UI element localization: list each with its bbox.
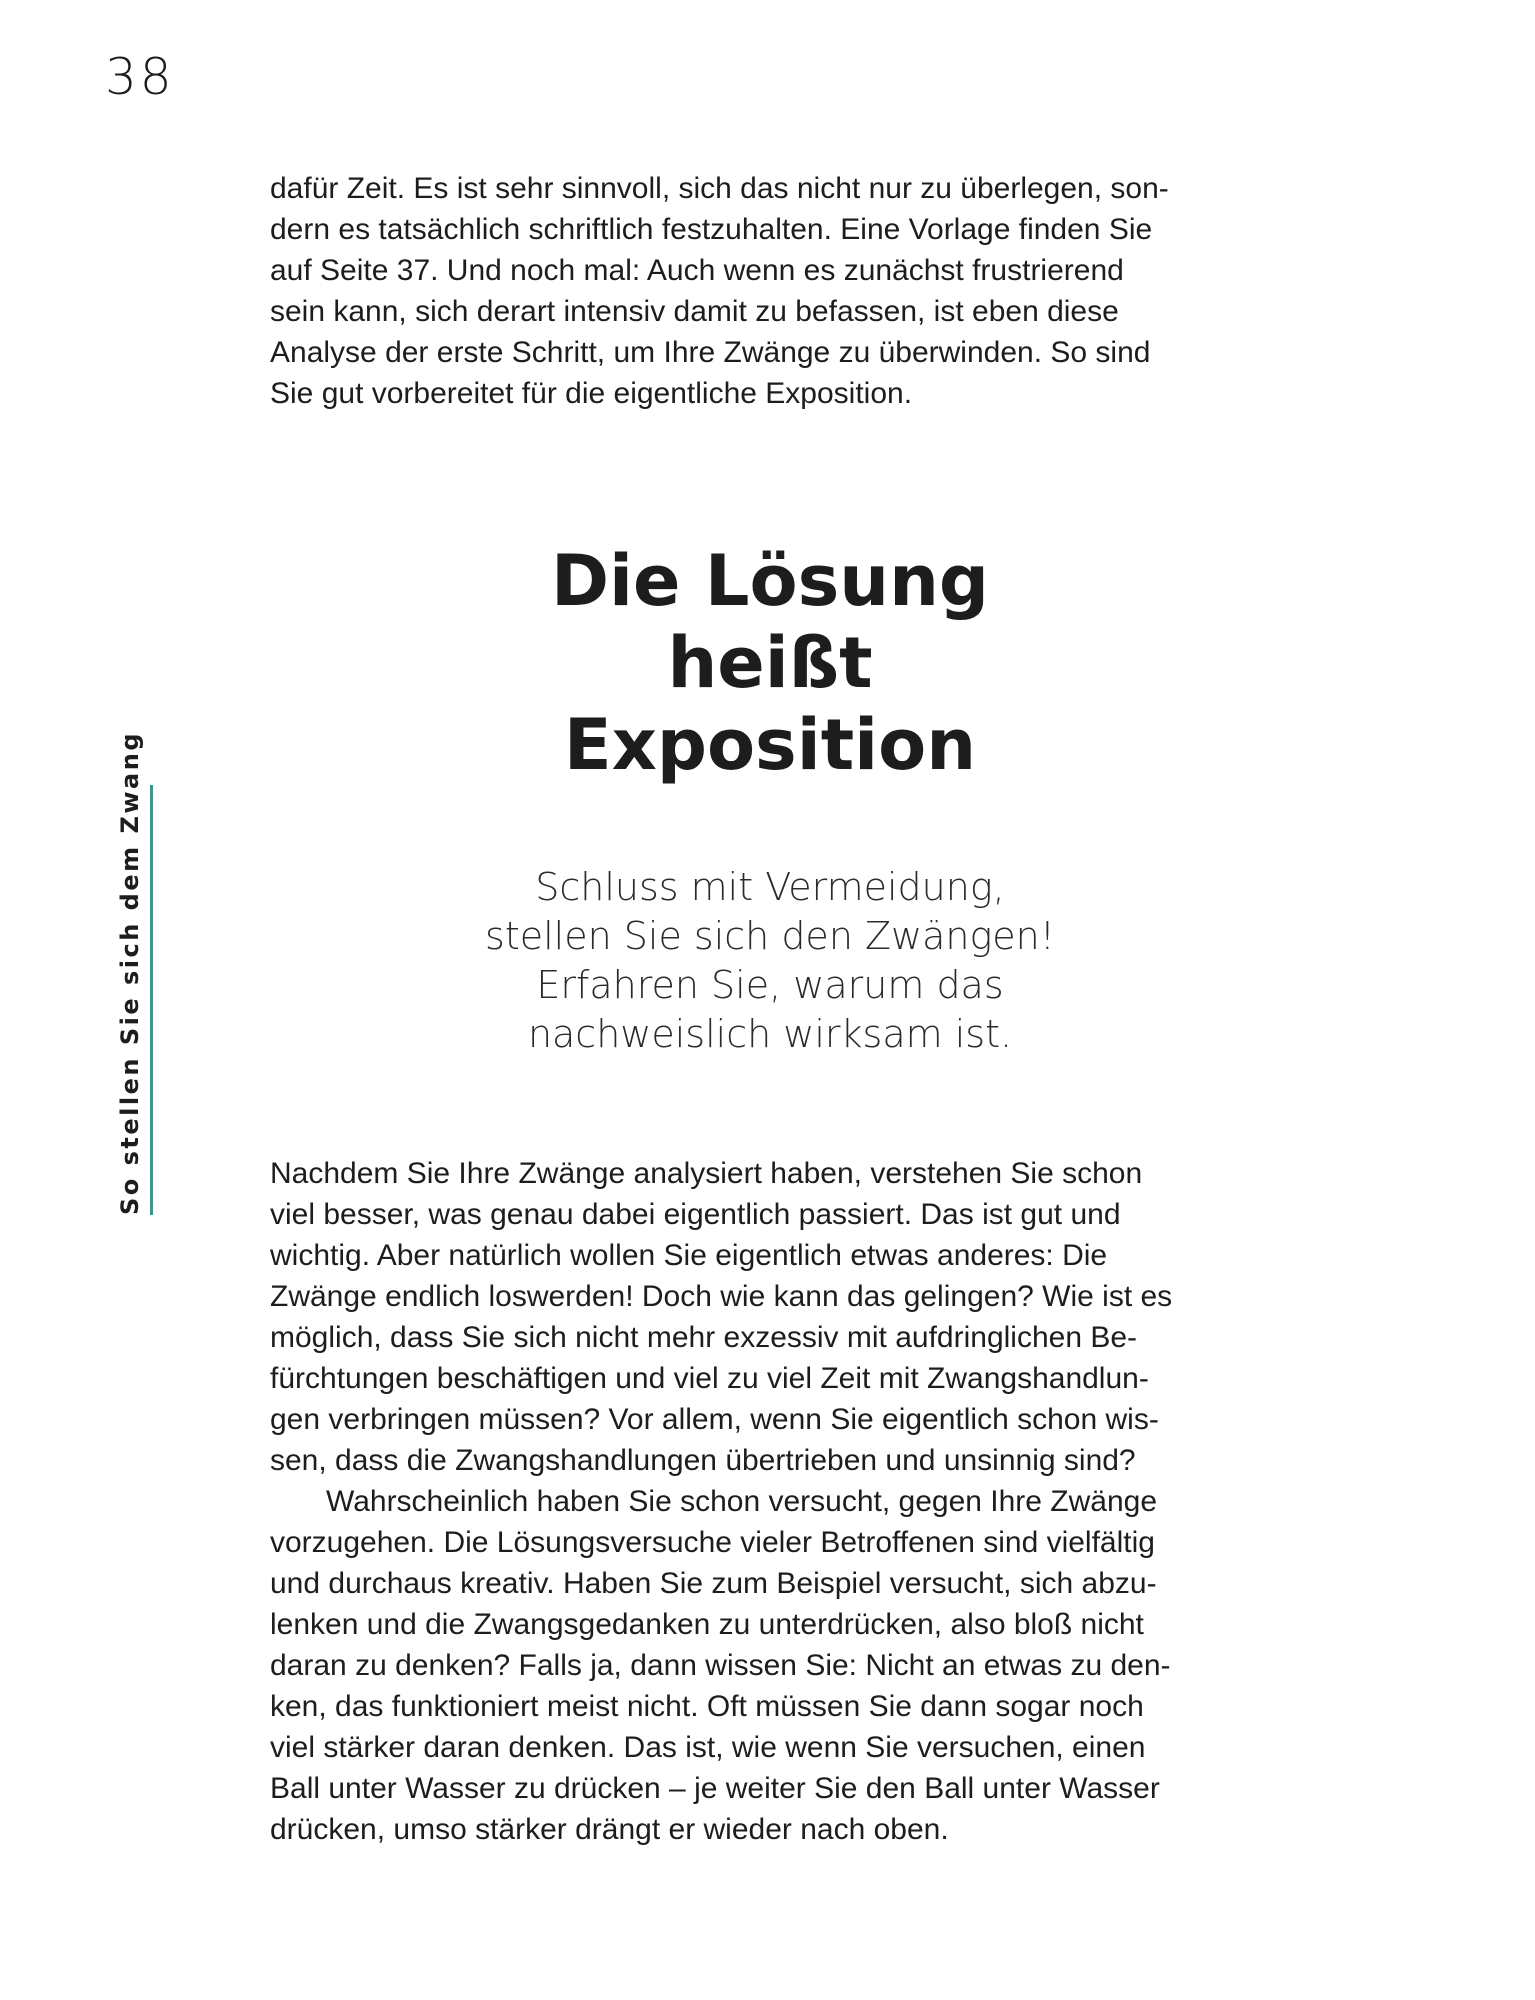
subheading-line: Schluss mit Vermeidung, — [535, 865, 1005, 909]
chapter-subheading — [270, 863, 1270, 1059]
text-line: drücken, umso stärker drängt er wieder nach oben. — [270, 1813, 949, 1846]
text-line: dafür Zeit. Es ist sehr sinnvoll, sich das nicht nur zu überlegen, son- — [270, 172, 1169, 205]
paragraph-2 — [270, 1481, 1250, 1850]
body-paragraphs — [270, 1153, 1250, 1850]
subheading-line: nachweislich wirksam ist. — [527, 1012, 1013, 1056]
text-line: dern es tatsächlich schriftlich festzuhalten. Eine Vorlage finden Sie — [270, 213, 1153, 246]
text-line: möglich, dass Sie sich nicht mehr exzessiv mit aufdringlichen Be- — [270, 1321, 1138, 1354]
text-line: Nachdem Sie Ihre Zwänge analysiert haben, verstehen Sie schon — [270, 1157, 1143, 1190]
heading-line: Die Lösung — [550, 540, 990, 622]
section-side-label — [116, 730, 154, 1215]
chapter-heading — [270, 540, 1270, 786]
text-line: Ball unter Wasser zu drücken – je weiter Sie den Ball unter Wasser — [270, 1772, 1160, 1805]
intro-paragraph — [270, 168, 1250, 414]
page-number: 38 — [105, 48, 175, 106]
section-side-label-text: So stellen Sie sich dem Zwang — [116, 785, 153, 1215]
subheading-line: stellen Sie sich den Zwängen! — [485, 914, 1055, 958]
text-line: ken, das funktioniert meist nicht. Oft müssen Sie dann sogar noch — [270, 1690, 1144, 1723]
text-line: daran zu denken? Falls ja, dann wissen Sie: Nicht an etwas zu den- — [270, 1649, 1171, 1682]
text-line: viel besser, was genau dabei eigentlich passiert. Das ist gut und — [270, 1198, 1121, 1231]
text-line: sein kann, sich derart intensiv damit zu befassen, ist eben diese — [270, 295, 1119, 328]
text-line: fürchtungen beschäftigen und viel zu viel Zeit mit Zwangshandlun- — [270, 1362, 1149, 1395]
text-line: lenken und die Zwangsgedanken zu unterdrücken, also bloß nicht — [270, 1608, 1144, 1641]
text-line: und durchaus kreativ. Haben Sie zum Beispiel versucht, sich abzu- — [270, 1567, 1157, 1600]
text-line: Analyse der erste Schritt, um Ihre Zwänge zu überwinden. So sind — [270, 336, 1151, 369]
text-line: sen, dass die Zwangshandlungen übertrieben und unsinnig sind? — [270, 1444, 1136, 1477]
text-line: wichtig. Aber natürlich wollen Sie eigentlich etwas anderes: Die — [270, 1239, 1108, 1272]
text-line: auf Seite 37. Und noch mal: Auch wenn es zunächst frustrierend — [270, 254, 1124, 287]
heading-line: heißt — [667, 622, 873, 704]
paragraph-1 — [270, 1153, 1250, 1481]
subheading-line: Erfahren Sie, warum das — [536, 963, 1004, 1007]
text-line: vorzugehen. Die Lösungsversuche vieler Betroffenen sind vielfältig — [270, 1526, 1155, 1559]
text-line: gen verbringen müssen? Vor allem, wenn Sie eigentlich schon wis- — [270, 1403, 1159, 1436]
text-line: viel stärker daran denken. Das ist, wie wenn Sie versuchen, einen — [270, 1731, 1146, 1764]
heading-line: Exposition — [563, 704, 977, 786]
text-line: Sie gut vorbereitet für die eigentliche Exposition. — [270, 377, 913, 410]
text-line: Wahrscheinlich haben Sie schon versucht, gegen Ihre Zwänge — [326, 1485, 1158, 1518]
text-line: Zwänge endlich loswerden! Doch wie kann das gelingen? Wie ist es — [270, 1280, 1173, 1313]
